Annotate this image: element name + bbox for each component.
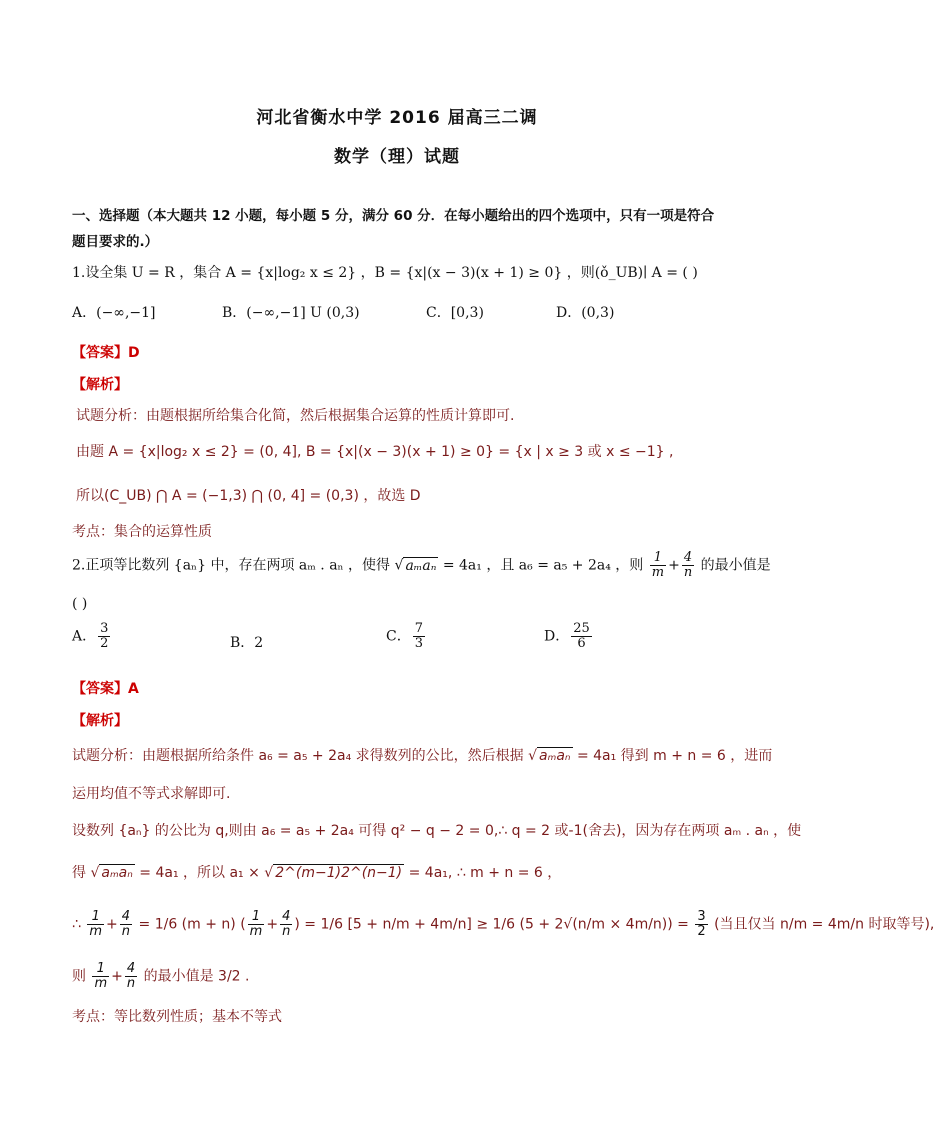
q2-frac-1m: $\frac{1}{m}$ <box>651 550 665 580</box>
q2-option-c: C． $\frac{7}{3}$ <box>386 621 423 651</box>
page-subtitle: 数学（理）试题 <box>334 147 460 167</box>
q2-analysis-label: 【解析】 <box>72 713 128 729</box>
q2-paren: ( ) <box>72 596 88 612</box>
q2-stem-part-a: 2.正项等比数列 {aₙ} 中，存在两项 aₘ . aₙ ，使得 <box>72 557 391 574</box>
q2-option-d-frac: $\frac{25}{6}$ <box>573 621 590 651</box>
q2-step2: 得 √ aₘaₙ = 4a₁ ，所以 a₁ × √ 2^(m−1)2^(n−1) = 4a₁, ∴ m + n = 6 ， <box>72 865 562 881</box>
q1-topic: 考点：集合的运算性质 <box>72 524 212 540</box>
q1-option-d: D．(0,3) <box>556 305 615 321</box>
q2-step1: 设数列 {aₙ} 的公比为 q,则由 a₆ = a₅ + 2a₄ 可得 q² − q − 2 = 0,∴ q = 2 或-1(舍去)，因为存在两项 aₘ . aₙ ，使 <box>72 823 802 839</box>
page-title: 河北省衡水中学 2016 届高三二调 <box>256 108 538 128</box>
q1-option-a: A．(−∞,−1] <box>72 305 156 321</box>
q1-step2: 所以(C_UB) ⋂ A = (−1,3) ⋂ (0, 4] = (0,3) ，故选 D <box>76 488 421 504</box>
q1-option-b: B．(−∞,−1] U (0,3) <box>222 305 360 321</box>
q2-sqrt-aman: aₘaₙ <box>405 557 437 574</box>
q1-analysis-label: 【解析】 <box>72 377 128 393</box>
q2-option-b: B．2 <box>230 635 264 651</box>
q2-option-a-frac: $\frac{3}{2}$ <box>100 621 109 651</box>
q1-analysis: 试题分析：由题根据所给集合化简，然后根据集合运算的性质计算即可. <box>76 408 515 424</box>
q1-option-c: C．[0,3) <box>426 305 484 321</box>
q1-step1: 由题 A = {x|log₂ x ≤ 2} = (0, 4], B = {x|(x − 3)(x + 1) ≥ 0} = {x | x ≥ 3 或 x ≤ −1} , <box>76 444 674 460</box>
q2-step3: ∴ $\frac{1}{m}$ + $\frac{4}{n}$ = 1/6 (m + n) ( $\frac{1}{m}$ + $\frac{4}{n}$ ) = 1/6 [5 + n/m + 4m/n] ≥ 1/6 (5 + 2√(n/m × 4m/n)) = $\frac{3}{2}$ (当且仅当 n/m = 4m/n 时取等号), <box>72 909 934 939</box>
q1-stem: 1.设全集 U = R ，集合 A = {x|log₂ x ≤ 2} ，B = {x|(x − 3)(x + 1) ≥ 0} ，则(ǒ_UB)∣ A = ( ) <box>72 265 698 281</box>
q2-stem-part-c: 的最小值是 <box>700 557 771 574</box>
q2-frac-4n: $\frac{4}{n}$ <box>683 550 693 580</box>
q2-stem: 2.正项等比数列 {aₙ} 中，存在两项 aₘ . aₙ ，使得 √ aₘaₙ = 4a₁ ，且 a₆ = a₅ + 2a₄ ，则 $\frac{1}{m}$ + $\frac{4}{n}$ 的最小值是 <box>72 550 771 580</box>
q2-analysis-line2: 运用均值不等式求解即可. <box>72 786 231 802</box>
q2-option-c-frac: $\frac{7}{3}$ <box>414 621 423 651</box>
q2-option-d: D． $\frac{25}{6}$ <box>544 621 590 651</box>
section-heading-line1: 一、选择题（本大题共 12 小题，每小题 5 分，满分 60 分．在每小题给出的四个选项中，只有一项是符合 <box>72 208 715 224</box>
q2-stem-part-b: = 4a₁ ，且 a₆ = a₅ + 2a₄ ，则 <box>442 557 644 574</box>
q2-analysis-line1: 试题分析：由题根据所给条件 a₆ = a₅ + 2a₄ 求得数列的公比，然后根据 √ aₘaₙ = 4a₁ 得到 m + n = 6 ，进而 <box>72 748 773 764</box>
q2-topic: 考点：等比数列性质；基本不等式 <box>72 1009 282 1025</box>
q1-answer: 【答案】D <box>72 345 140 361</box>
section-heading-line2: 题目要求的.） <box>72 234 159 250</box>
q2-option-a: A． $\frac{3}{2}$ <box>72 621 109 651</box>
q2-answer: 【答案】A <box>72 681 139 697</box>
q2-step4: 则 $\frac{1}{m}$ + $\frac{4}{n}$ 的最小值是 3/2 . <box>72 961 250 991</box>
